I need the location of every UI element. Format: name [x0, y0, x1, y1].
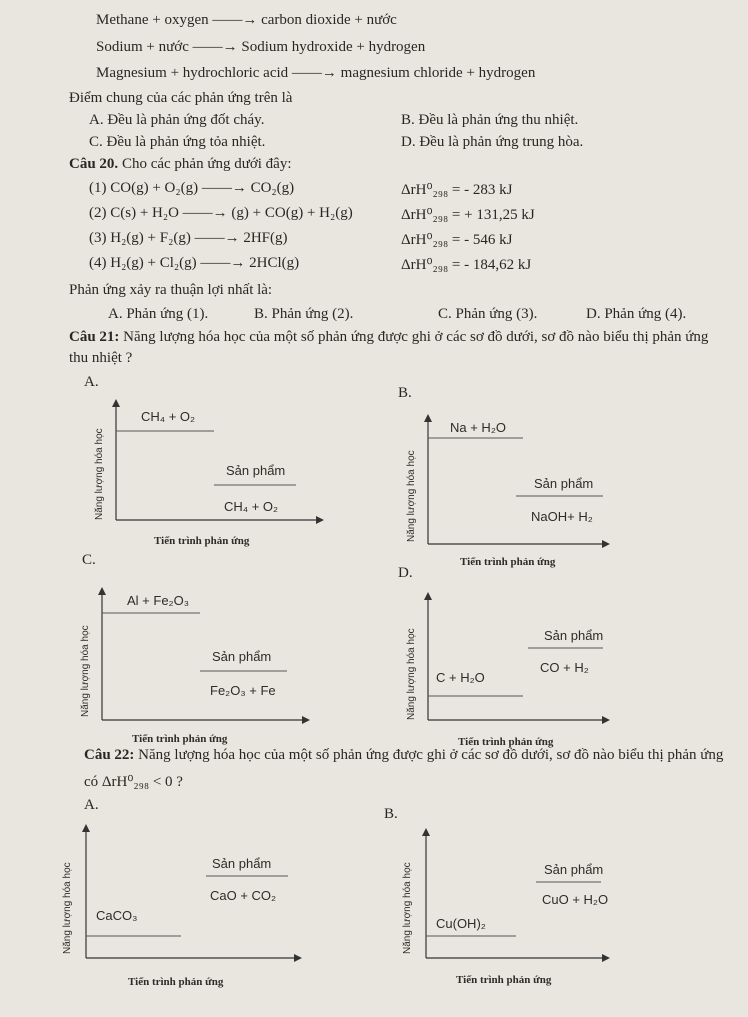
diagram-22b-x-axis-label: Tiến trình phản ứng — [456, 974, 552, 986]
q20-text: Cho các phản ứng dưới đây: — [121, 156, 292, 172]
q21-text-1: Năng lượng hóa học của một số phản ứng được ghi ở các sơ đồ dưới, sơ đồ nào biểu thị phản ứng — [123, 329, 709, 345]
q20-eq-1: (1) CO(g) + O₂(g) ——→ CO₂(g) — [89, 180, 295, 196]
diagram-22b-reactant-label: Cu(OH)₂ — [436, 916, 486, 931]
diagram-22b-product-label: Sản phẩm — [544, 862, 604, 877]
diagram-21b — [398, 412, 613, 572]
diagram-21b-y-axis-label: Năng lượng hóa học — [406, 450, 417, 542]
diagram-21c-axes — [72, 585, 312, 755]
option-d: D. Đều là phản ứng trung hòa. — [401, 134, 584, 150]
q21-letter-d: D. — [398, 565, 413, 581]
diagram-21b-x-axis-label: Tiến trình phản ứng — [460, 556, 556, 568]
q20-option-a: A. Phản ứng (1). — [108, 306, 209, 322]
diagram-21a-bottom-label: CH₄ + O₂ — [224, 499, 279, 514]
q21-label: Câu 21: — [69, 329, 120, 345]
diagram-22a — [56, 822, 306, 997]
diagram-21d-product-formula: CO + H₂ — [540, 660, 589, 675]
q20-label: Câu 20. — [69, 156, 119, 172]
diagram-21d — [398, 590, 613, 760]
diagram-21b-axes — [398, 412, 613, 572]
q22-label: Câu 22: — [84, 747, 135, 763]
q22-heading — [84, 747, 723, 764]
q20-eq-3: (3) H₂(g) + F₂(g) ——→ 2HF(g) — [89, 230, 288, 246]
reaction-line-1: Methane + oxygen ——→ carbon dioxide + nước — [96, 12, 397, 28]
q20-option-c: C. Phản ứng (3). — [438, 306, 538, 322]
q22-text-1: Năng lượng hóa học của một số phản ứng được ghi ở các sơ đồ dưới, sơ đồ nào biểu thị phản ứng — [138, 747, 724, 763]
option-b: B. Đều là phản ứng thu nhiệt. — [401, 112, 579, 128]
diagram-21b-top-label: Na + H₂O — [450, 420, 506, 435]
q20-dh-3: ΔrH⁰₂₉₈ = - 546 kJ — [401, 232, 513, 248]
diagram-21c-bottom-label: Fe₂O₃ + Fe — [210, 683, 276, 698]
reaction-line-3: Magnesium + hydrochloric acid ——→ magnesium chloride + hydrogen — [96, 65, 536, 81]
q20-heading — [69, 156, 292, 173]
diagram-22a-product-formula: CaO + CO₂ — [210, 888, 277, 903]
q21-letter-a: A. — [84, 374, 99, 390]
diagram-21c-product-label: Sản phẩm — [212, 649, 272, 664]
q20-option-d: D. Phản ứng (4). — [586, 306, 687, 322]
option-a: A. Đều là phản ứng đốt cháy. — [89, 112, 265, 128]
diagram-21d-axes — [398, 590, 613, 760]
q20-dh-1: ΔrH⁰₂₉₈ = - 283 kJ — [401, 182, 513, 198]
diagram-22b-product-formula: CuO + H₂O — [542, 892, 609, 907]
diagram-21c-top-label: Al + Fe₂O₃ — [127, 593, 189, 608]
diagram-22a-axes — [56, 822, 306, 997]
diagram-21a-axes — [86, 395, 326, 545]
q21-letter-c: C. — [82, 552, 96, 568]
q21-heading — [69, 329, 708, 346]
diagram-21d-x-axis-label: Tiến trình phản ứng — [458, 736, 554, 748]
q22-letter-a: A. — [84, 797, 99, 813]
q20-option-b: B. Phản ứng (2). — [254, 306, 354, 322]
q20-eq-4: (4) H₂(g) + Cl₂(g) ——→ 2HCl(g) — [89, 255, 300, 271]
diagram-22b — [396, 826, 616, 1001]
diagram-22b-y-axis-label: Năng lượng hóa học — [402, 862, 413, 954]
q21-letter-b: B. — [398, 385, 412, 401]
reaction-line-2: Sodium + nước ——→ Sodium hydroxide + hydrogen — [96, 39, 426, 55]
diagram-21a-product-label: Sản phẩm — [226, 463, 286, 478]
diagram-21c — [72, 585, 312, 755]
diagram-22a-x-axis-label: Tiến trình phản ứng — [128, 976, 224, 988]
q22-text-2: có ΔrH⁰₂₉₈ < 0 ? — [84, 774, 183, 790]
common-question: Điểm chung của các phản ứng trên là — [69, 90, 293, 106]
diagram-21b-product-label: Sản phẩm — [534, 476, 594, 491]
diagram-21a — [86, 395, 326, 545]
diagram-21a-top-label: CH₄ + O₂ — [141, 409, 196, 424]
diagram-21b-bottom-label: NaOH+ H₂ — [531, 509, 593, 524]
q20-dh-2: ΔrH⁰₂₉₈ = + 131,25 kJ — [401, 207, 535, 223]
diagram-22a-product-label: Sản phẩm — [212, 856, 272, 871]
diagram-21a-y-axis-label: Năng lượng hóa học — [94, 428, 105, 520]
diagram-22a-reactant-label: CaCO₃ — [96, 908, 138, 923]
q20-eq-2: (2) C(s) + H₂O ——→ (g) + CO(g) + H₂(g) — [89, 205, 353, 221]
diagram-21d-reactant-label: C + H₂O — [436, 670, 485, 685]
q20-prompt: Phản ứng xảy ra thuận lợi nhất là: — [69, 282, 273, 298]
diagram-22a-y-axis-label: Năng lượng hóa học — [62, 862, 73, 954]
q21-text-2: thu nhiệt ? — [69, 350, 133, 366]
diagram-21c-y-axis-label: Năng lượng hóa học — [80, 625, 91, 717]
q20-dh-4: ΔrH⁰₂₉₈ = - 184,62 kJ — [401, 257, 532, 273]
diagram-21a-x-axis-label: Tiến trình phản ứng — [154, 535, 250, 547]
diagram-21d-product-label: Sản phẩm — [544, 628, 604, 643]
q22-letter-b: B. — [384, 806, 398, 822]
option-c: C. Đều là phản ứng tỏa nhiệt. — [89, 134, 266, 150]
diagram-21d-y-axis-label: Năng lượng hóa học — [406, 628, 417, 720]
diagram-21c-x-axis-label: Tiến trình phản ứng — [132, 733, 228, 745]
